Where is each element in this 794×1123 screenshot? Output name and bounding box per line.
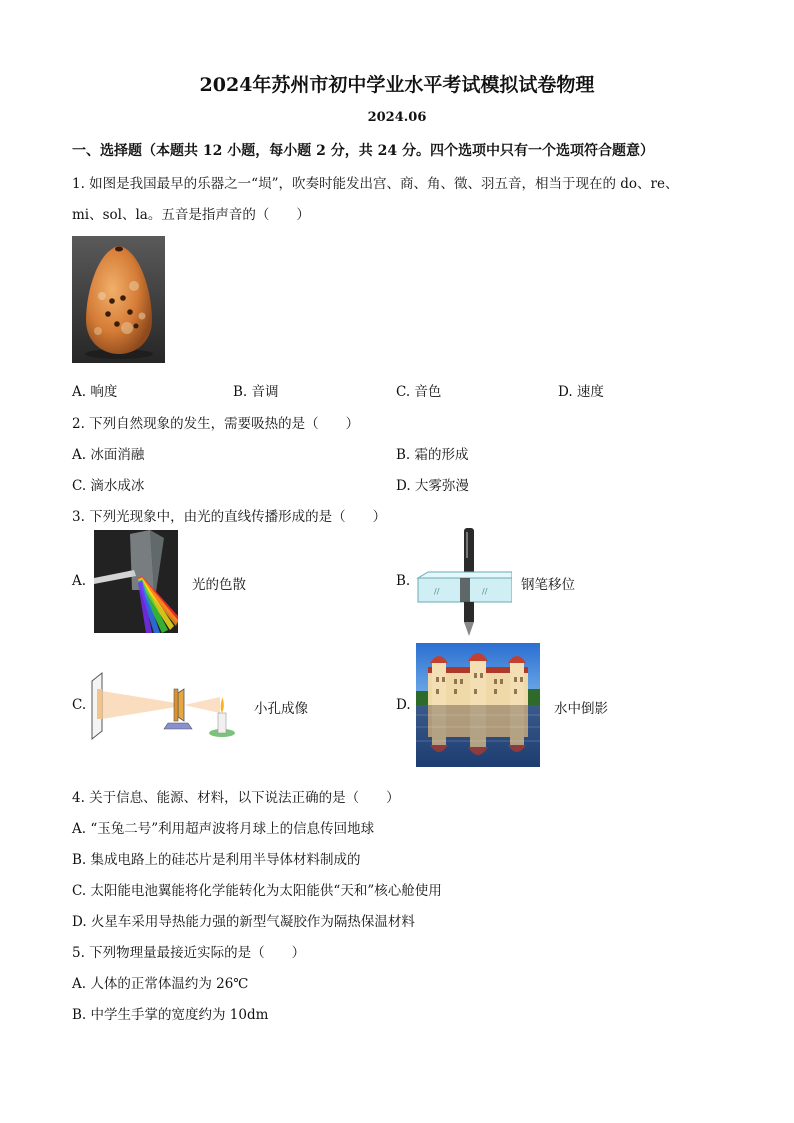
question-3-option-d-caption: 水中倒影	[554, 701, 608, 717]
question-3-option-d-letter: D.	[396, 697, 411, 713]
question-4-stem: 4. 关于信息、能源、材料，以下说法正确的是（ ）	[72, 790, 400, 806]
question-2-stem: 2. 下列自然现象的发生，需要吸热的是（ ）	[72, 416, 360, 432]
question-3-option-a-caption: 光的色散	[192, 577, 246, 593]
page-title: 2024年苏州市初中学业水平考试模拟试卷物理	[199, 74, 595, 96]
question-2-option-a: A. 冰面消融	[72, 447, 145, 463]
question-2-option-d: D. 大雾弥漫	[396, 478, 469, 494]
question-1-line-1: 1. 如图是我国最早的乐器之一“埙”，吹奏时能发出宫、商、角、徵、羽五音，相当于现在的 do、re、	[72, 176, 679, 192]
question-3-option-b-letter: B.	[396, 573, 411, 589]
section-heading-choice: 一、选择题（本题共 12 小题，每小题 2 分，共 24 分。四个选项中只有一个选项符合题意）	[72, 143, 654, 159]
svg-text://: //	[434, 587, 440, 596]
question-3-option-c-letter: C.	[72, 697, 87, 713]
water-reflection-drawing	[416, 643, 540, 767]
pen-shift-image	[416, 528, 512, 638]
question-3-option-b-caption: 钢笔移位	[521, 577, 575, 593]
xun-instrument-image	[72, 236, 165, 363]
exam-date: 2024.06	[367, 110, 427, 125]
question-3-option-a-letter: A.	[72, 573, 87, 589]
question-5-option-a: A. 人体的正常体温约为 26℃	[72, 976, 249, 992]
svg-text://: //	[482, 587, 488, 596]
question-1-line-2: mi、sol、la。五音是指声音的（ ）	[72, 207, 310, 223]
prism-dispersion-image	[94, 530, 178, 633]
pinhole-imaging-image	[88, 667, 238, 743]
question-5-stem: 5. 下列物理量最接近实际的是（ ）	[72, 945, 306, 961]
question-1-option-c: C. 音色	[396, 384, 442, 400]
question-4-option-b: B. 集成电路上的硅芯片是利用半导体材料制成的	[72, 852, 361, 868]
question-2-option-b: B. 霜的形成	[396, 447, 469, 463]
question-4-option-c: C. 太阳能电池翼能将化学能转化为太阳能供“天和”核心舱使用	[72, 883, 442, 899]
question-1-option-d: D. 速度	[558, 384, 604, 400]
question-4-option-d: D. 火星车采用导热能力强的新型气凝胶作为隔热保温材料	[72, 914, 415, 930]
question-3-stem: 3. 下列光现象中，由光的直线传播形成的是（ ）	[72, 509, 387, 525]
pinhole-imaging-drawing	[88, 667, 238, 743]
question-4-option-a: A. “玉兔二号”利用超声波将月球上的信息传回地球	[72, 821, 375, 837]
prism-dispersion-drawing	[94, 530, 178, 633]
water-reflection-image	[416, 643, 540, 767]
question-2-option-c: C. 滴水成冰	[72, 478, 145, 494]
xun-instrument-drawing	[72, 236, 165, 363]
question-1-option-b: B. 音调	[233, 384, 279, 400]
pen-shift-drawing	[416, 528, 512, 638]
question-3-option-c-caption: 小孔成像	[254, 701, 308, 717]
question-1-option-a: A. 响度	[72, 384, 118, 400]
question-5-option-b: B. 中学生手掌的宽度约为 10dm	[72, 1007, 269, 1023]
